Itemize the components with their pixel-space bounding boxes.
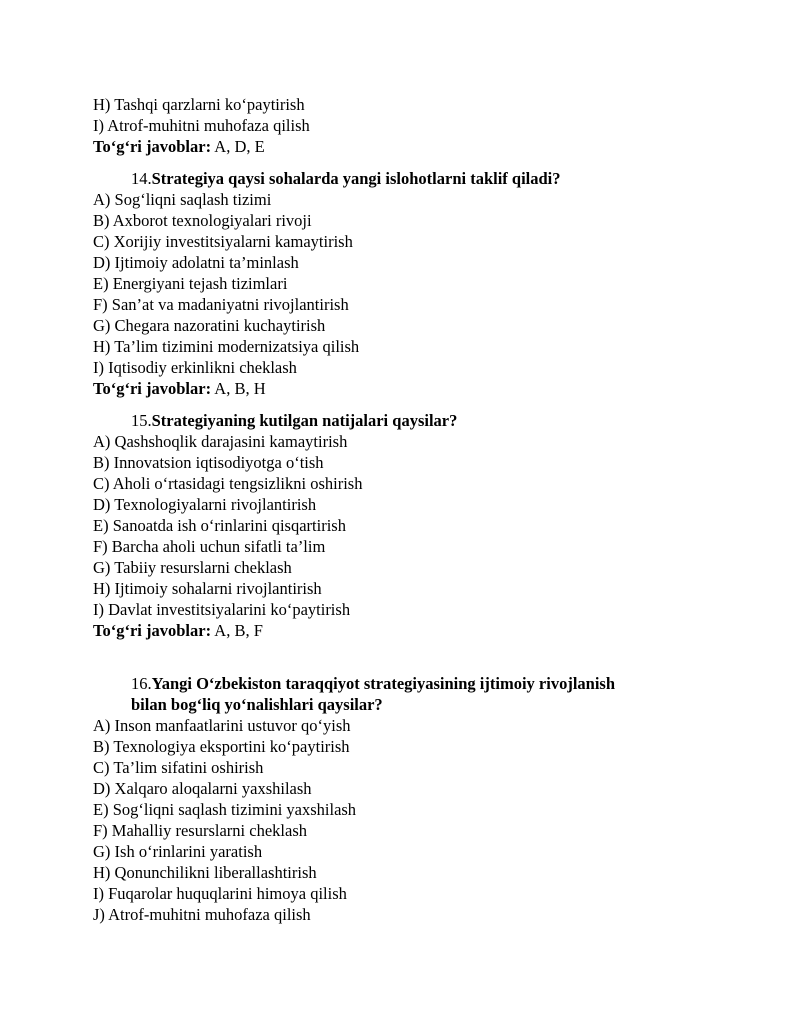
- question-number: 14.: [131, 169, 152, 188]
- answers-label: To‘g‘ri javoblar:: [93, 621, 212, 640]
- option-line: I) Fuqarolar huquqlarini himoya qilish: [93, 884, 347, 903]
- answers-value: A, D, E: [211, 137, 265, 156]
- option-line: D) Texnologiyalarni rivojlantirish: [93, 495, 317, 514]
- question-number: 15.: [131, 411, 152, 430]
- option-line: G) Tabiiy resurslarni cheklash: [93, 558, 292, 577]
- option-line: G) Chegara nazoratini kuchaytirish: [93, 316, 326, 335]
- option-line: J) Atrof-muhitni muhofaza qilish: [93, 905, 311, 924]
- option-line: A) Inson manfaatlarini ustuvor qo‘yish: [93, 716, 351, 735]
- correct-answers: [93, 378, 733, 399]
- question-16-heading: [93, 673, 733, 715]
- option-line: A) Sog‘liqni saqlash tizimi: [93, 190, 272, 209]
- option-line: I) Atrof-muhitni muhofaza qilish: [93, 116, 310, 135]
- option-line: B) Innovatsion iqtisodiyotga o‘tish: [93, 453, 324, 472]
- option-line: B) Axborot texnologiyalari rivoji: [93, 211, 312, 230]
- question-text-line1: Yangi O‘zbekiston taraqqiyot strategiyasining ijtimoiy rivojlanish: [151, 674, 616, 693]
- correct-answers: [93, 136, 733, 157]
- option-line: C) Aholi o‘rtasidagi tengsizlikni oshirish: [93, 474, 363, 493]
- option-line: C) Xorijiy investitsiyalarni kamaytirish: [93, 232, 353, 251]
- option-line: F) Mahalliy resurslarni cheklash: [93, 821, 307, 840]
- answers-label: To‘g‘ri javoblar:: [93, 137, 212, 156]
- option-line: E) Energiyani tejash tizimlari: [93, 274, 288, 293]
- answers-value: A, B, H: [211, 379, 266, 398]
- question-15-heading: [93, 410, 733, 431]
- option-line: F) Barcha aholi uchun sifatli ta’lim: [93, 537, 326, 556]
- option-line: E) Sanoatda ish o‘rinlarini qisqartirish: [93, 516, 346, 535]
- correct-answers: [93, 620, 733, 641]
- question-number: 16.: [131, 674, 152, 693]
- option-line: F) San’at va madaniyatni rivojlantirish: [93, 295, 349, 314]
- answers-label: To‘g‘ri javoblar:: [93, 379, 212, 398]
- option-line: G) Ish o‘rinlarini yaratish: [93, 842, 263, 861]
- option-line: D) Ijtimoiy adolatni ta’minlash: [93, 253, 299, 272]
- question-text: Strategiya qaysi sohalarda yangi islohotlarni taklif qiladi?: [151, 169, 561, 188]
- option-line: C) Ta’lim sifatini oshirish: [93, 758, 264, 777]
- answers-value: A, B, F: [211, 621, 263, 640]
- question-text-line2: bilan bog‘liq yo‘nalishlari qaysilar?: [131, 695, 383, 714]
- option-line: B) Texnologiya eksportini ko‘paytirish: [93, 737, 350, 756]
- question-text: Strategiyaning kutilgan natijalari qaysilar?: [151, 411, 458, 430]
- option-line: H) Ta’lim tizimini modernizatsiya qilish: [93, 337, 360, 356]
- question-14-heading: [93, 168, 733, 189]
- option-line: H) Tashqi qarzlarni ko‘paytirish: [93, 95, 305, 114]
- option-line: E) Sog‘liqni saqlash tizimini yaxshilash: [93, 800, 357, 819]
- option-line: D) Xalqaro aloqalarni yaxshilash: [93, 779, 312, 798]
- option-line: I) Davlat investitsiyalarini ko‘paytirish: [93, 600, 351, 619]
- option-line: H) Qonunchilikni liberallashtirish: [93, 863, 317, 882]
- document-page: [93, 94, 733, 925]
- option-line: A) Qashshoqlik darajasini kamaytirish: [93, 432, 348, 451]
- option-line: H) Ijtimoiy sohalarni rivojlantirish: [93, 579, 322, 598]
- option-line: I) Iqtisodiy erkinlikni cheklash: [93, 358, 297, 377]
